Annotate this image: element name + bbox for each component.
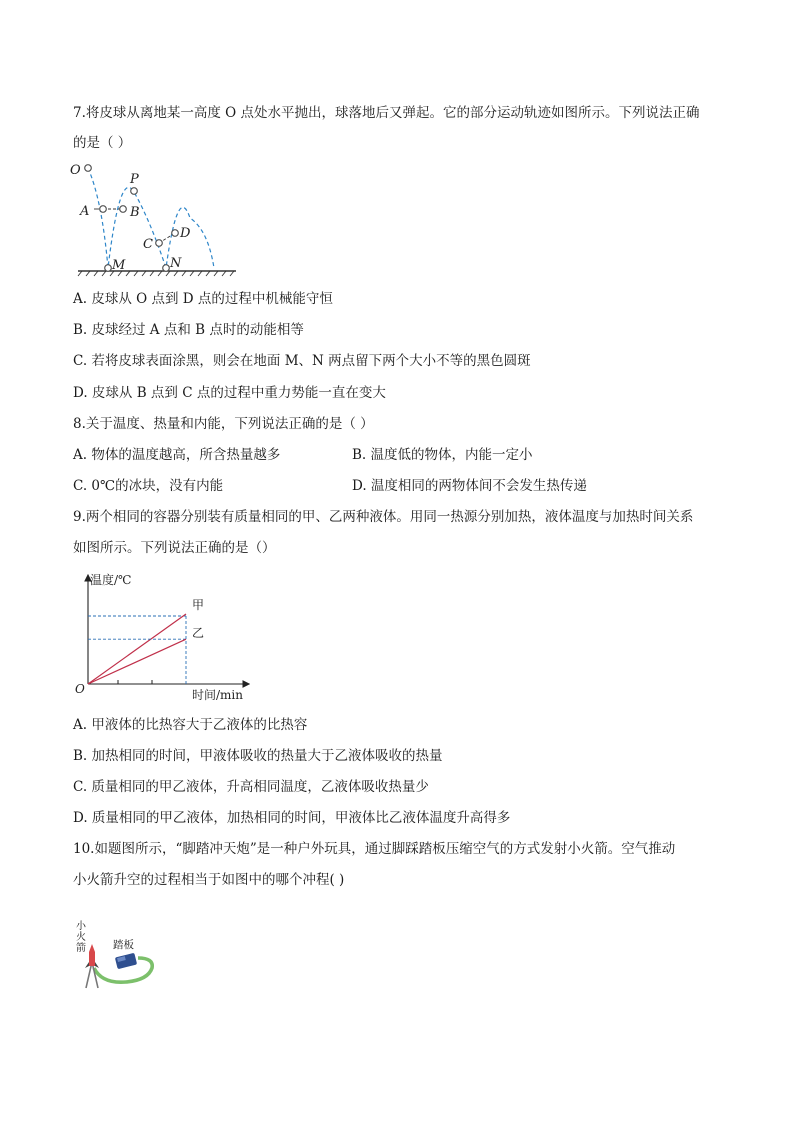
q7-option-d: D. 皮球从 B 点到 C 点的过程中重力势能一直在变大 (73, 385, 386, 401)
origin-label: O (75, 682, 85, 696)
q9-stem-line1: 9.两个相同的容器分别装有质量相同的甲、乙两种液体。用同一热源分别加热，液体温度与加热时间关系 (73, 509, 694, 525)
q8-option-a: A. 物体的温度越高，所含热量越多 (73, 447, 281, 463)
series-line-2 (88, 639, 186, 684)
q10-stem-line1: 10.如题图所示，“脚踏冲天炮”是一种户外玩具，通过脚踩踏板压缩空气的方式发射小火箭。空气推动 (73, 841, 676, 857)
q7-option-b: B. 皮球经过 A 点和 B 点时的动能相等 (73, 322, 304, 338)
q7-option-a: A. 皮球从 O 点到 D 点的过程中机械能守恒 (73, 291, 333, 307)
x-axis-label: 时间/min (192, 688, 243, 702)
series-label-2: 乙 (192, 626, 205, 641)
rocket-label (76, 919, 87, 954)
q7-stem-line1: 7.将皮球从离地某一高度 O 点处水平抛出，球落地后又弹起。它的部分运动轨迹如图所示。下列说法正确 (73, 105, 700, 121)
q9-option-d: D. 质量相同的甲乙液体，加热相同的时间，甲液体比乙液体温度升高得多 (73, 810, 511, 826)
label-d: D (180, 226, 191, 241)
label-b: B (130, 205, 140, 220)
q9-stem-line2: 如图所示。下列说法正确的是（） (73, 540, 276, 556)
y-axis-label: 温度/℃ (90, 573, 132, 587)
label-n: N (170, 256, 182, 271)
label-c: C (143, 237, 153, 252)
q8-option-c: C. 0℃的冰块，没有内能 (73, 478, 224, 494)
q9-temperature-time-chart (68, 570, 258, 704)
pedal-label: 踏板 (113, 939, 134, 951)
q7-option-c: C. 若将皮球表面涂黑，则会在地面 M、N 两点留下两个大小不等的黑色圆斑 (73, 353, 531, 369)
q8-stem: 8.关于温度、热量和内能，下列说法正确的是（ ） (73, 416, 374, 432)
q8-option-b: B. 温度低的物体，内能一定小 (352, 447, 533, 463)
q7-stem-line2: 的是（ ） (73, 135, 132, 151)
series-line-1 (88, 614, 186, 684)
q10-stem-line2: 小火箭升空的过程相当于如图中的哪个冲程( ) (73, 872, 345, 888)
q10-rocket-figure (74, 918, 164, 994)
label-o: O (70, 163, 81, 178)
label-a: A (80, 204, 90, 219)
q9-option-a: A. 甲液体的比热容大于乙液体的比热容 (73, 717, 308, 733)
rocket-label-char: 箭 (76, 943, 86, 954)
q7-trajectory-figure (68, 160, 240, 280)
label-m: M (112, 258, 126, 273)
series-label-1: 甲 (192, 598, 205, 612)
q9-option-b: B. 加热相同的时间，甲液体吸收的热量大于乙液体吸收的热量 (73, 748, 443, 764)
rocket-label-char: 小 (76, 921, 86, 932)
q9-option-c: C. 质量相同的甲乙液体，升高相同温度，乙液体吸收热量少 (73, 779, 429, 795)
label-p: P (130, 172, 139, 187)
q8-option-d: D. 温度相同的两物体间不会发生热传递 (352, 478, 587, 494)
rocket-label-char: 火 (76, 932, 86, 943)
